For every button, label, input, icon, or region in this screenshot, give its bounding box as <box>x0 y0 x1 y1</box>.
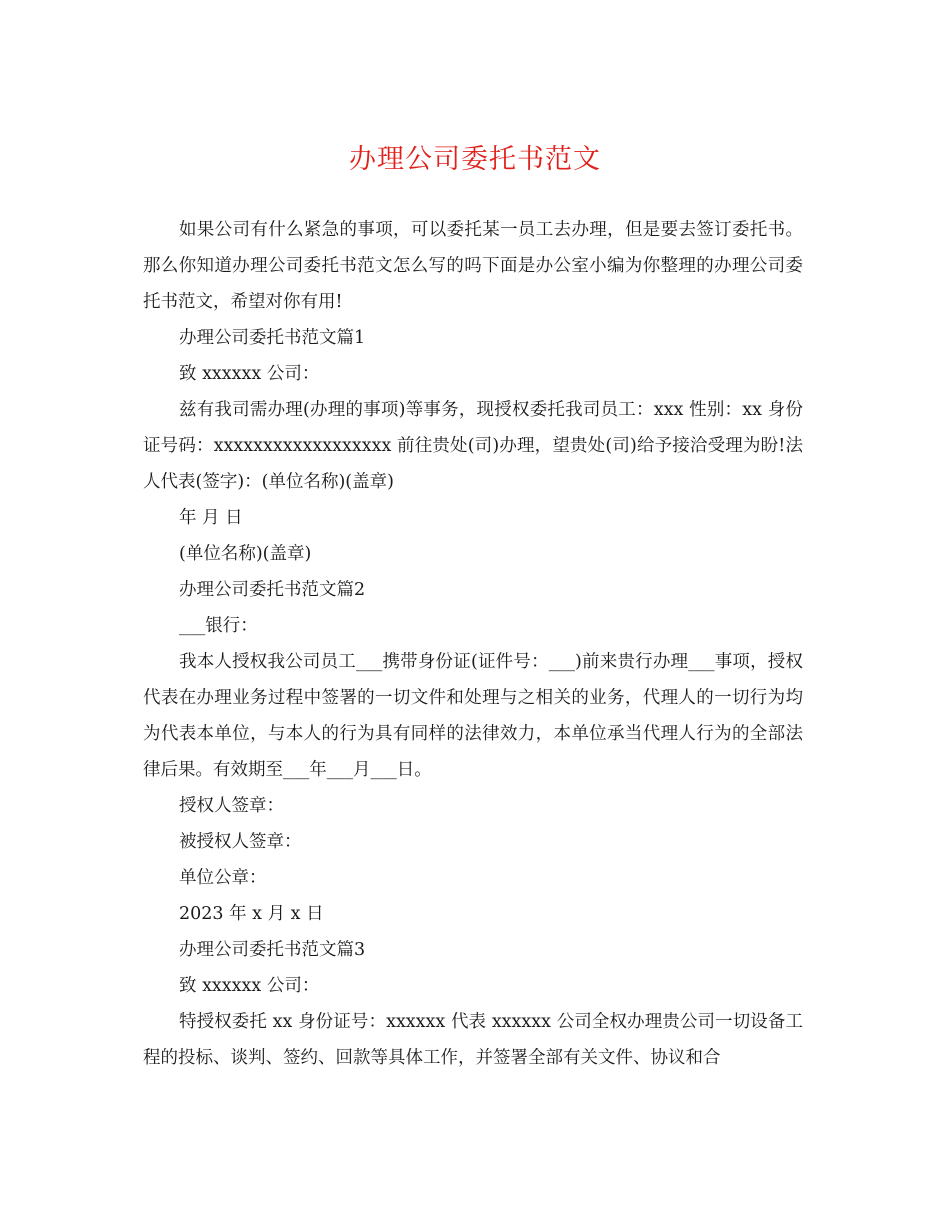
document-title: 办理公司委托书范文 <box>349 144 601 175</box>
document-body <box>143 212 803 1076</box>
section-heading-3: 办理公司委托书范文篇3 <box>179 940 366 960</box>
recipient-line-1: 致 xxxxxx 公司： <box>179 364 320 384</box>
section-heading-1: 办理公司委托书范文篇1 <box>179 328 366 348</box>
company-seal-line-1: (单位名称)(盖章) <box>179 544 312 564</box>
authorization-paragraph-1: 兹有我司需办理(办理的事项)等事务，现授权委托我司员工：xxx 性别：xx 身份证号码：xxxxxxxxxxxxxxxxxx 前往贵处(司)办理，望贵处(司)给予接洽受理为盼!法人代表(签字)：(单位名称)(盖章) <box>143 400 803 492</box>
section-heading-2: 办理公司委托书范文篇2 <box>179 580 366 600</box>
authorization-paragraph-2: 我本人授权我公司员工___携带身份证(证件号：___)前来贵行办理___事项，授权代表在办理业务过程中签署的一切文件和处理与之相关的业务，代理人的一切行为均为代表本单位，与本人的行为具有同样的法律效力，本单位承当代理人行为的全部法律后果。有效期至___年___月___日。 <box>143 652 803 780</box>
date-line-2: 2023 年 x 月 x 日 <box>179 904 324 924</box>
intro-paragraph: 如果公司有什么紧急的事项，可以委托某一员工去办理，但是要去签订委托书。那么你知道办理公司委托书范文怎么写的吗下面是办公室小编为你整理的办理公司委托书范文，希望对你有用! <box>143 220 803 312</box>
authorized-person-signature-line: 被授权人签章： <box>179 832 302 852</box>
recipient-line-2: ___银行： <box>179 616 258 636</box>
authorizer-signature-line: 授权人签章： <box>179 796 284 816</box>
authorization-paragraph-3: 特授权委托 xx 身份证号：xxxxxx 代表 xxxxxx 公司全权办理贵公司一切设备工程的投标、谈判、签约、回款等具体工作，并签署全部有关文件、协议和合 <box>143 1012 803 1068</box>
date-line-1: 年 月 日 <box>179 508 243 528</box>
recipient-line-3: 致 xxxxxx 公司： <box>179 976 320 996</box>
company-seal-line-2: 单位公章： <box>179 868 267 888</box>
